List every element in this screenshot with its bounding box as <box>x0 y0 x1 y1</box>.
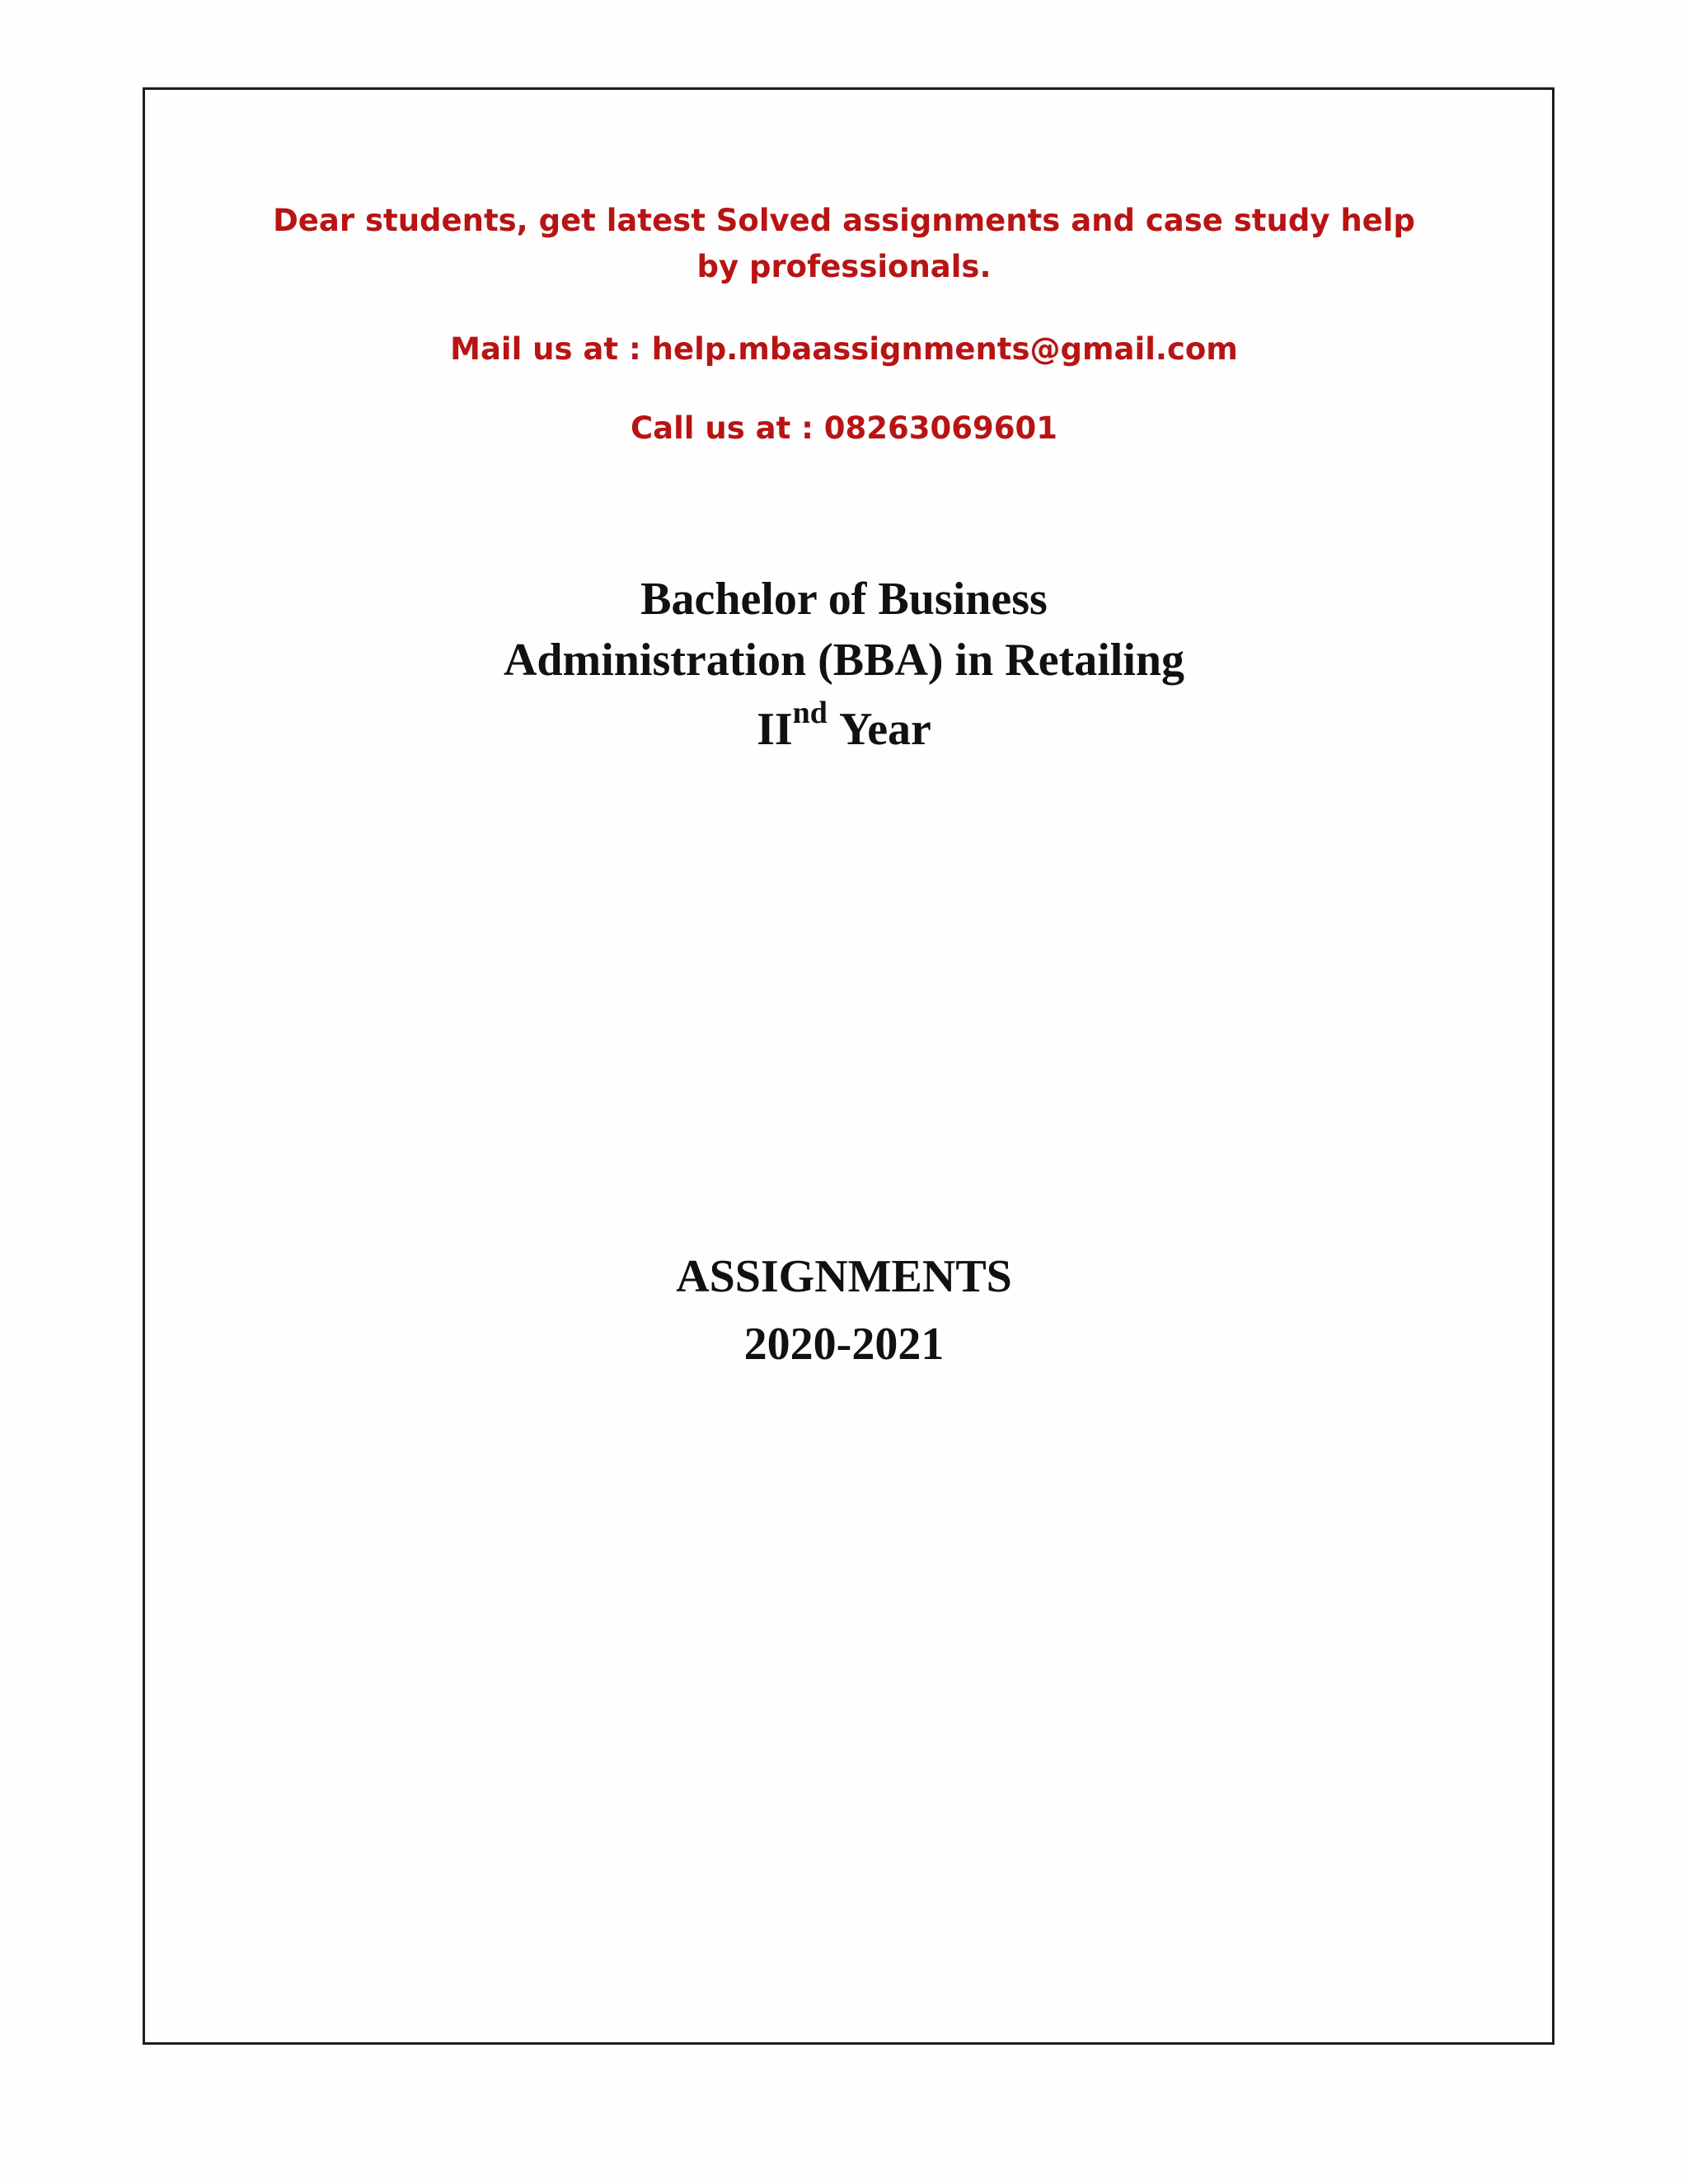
page-border <box>143 87 1554 2045</box>
contact-email-text: Mail us at : help.mbaassignments@gmail.com <box>450 331 1238 367</box>
assignments-session: 2020-2021 <box>743 1319 945 1370</box>
course-title-line-1: Bachelor of Business <box>640 574 1048 625</box>
year-numeral: II <box>757 704 793 755</box>
course-year <box>0 696 1688 765</box>
assignments-heading: ASSIGNMENTS <box>676 1251 1012 1302</box>
course-title-line-2: Administration (BBA) in Retailing <box>503 635 1185 686</box>
year-suffix: nd <box>792 696 828 730</box>
contact-phone-text: Call us at : 08263069601 <box>630 410 1058 446</box>
promo-notice-text: Dear students, get latest Solved assignments and case study help by professionals. <box>273 203 1415 284</box>
year-word: Year <box>838 704 931 755</box>
